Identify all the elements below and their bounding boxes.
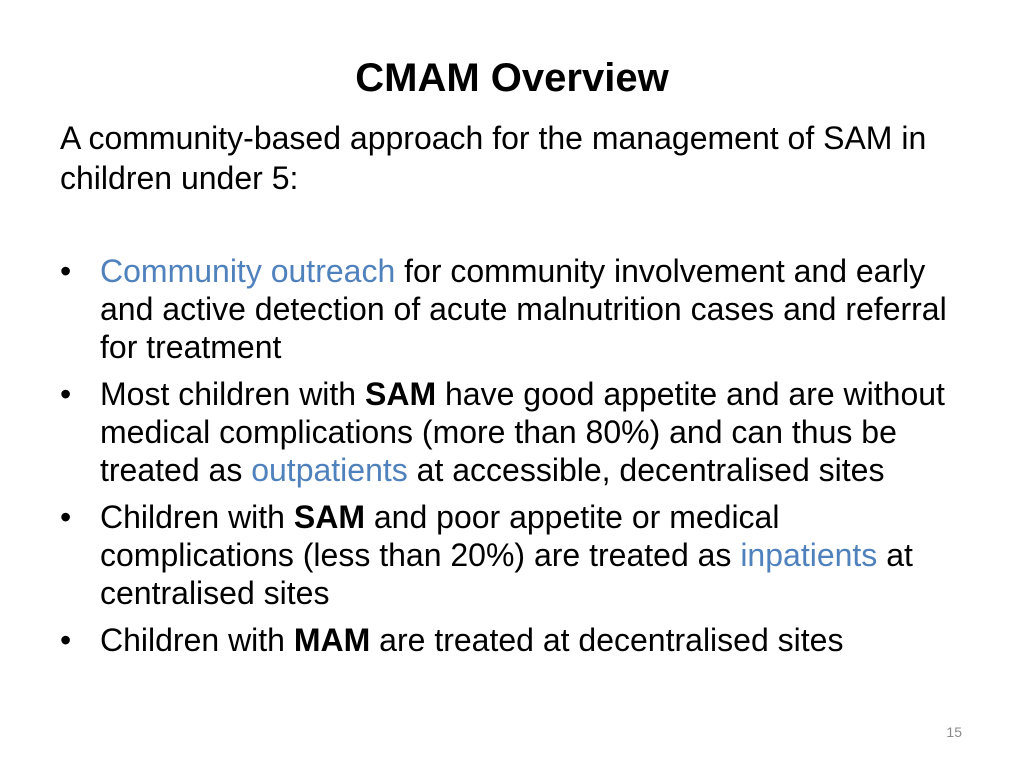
bullet-text: at accessible, decentralised sites bbox=[407, 452, 885, 488]
bullet-icon: • bbox=[60, 253, 72, 289]
bullet-text: Children with bbox=[100, 499, 294, 535]
bold-term-sam: SAM bbox=[364, 376, 437, 412]
bullet-list bbox=[60, 252, 970, 668]
highlight-community-outreach: Community outreach bbox=[100, 253, 396, 289]
bullet-item-inpatients bbox=[60, 498, 970, 612]
highlight-outpatients: outpatients bbox=[251, 452, 408, 488]
bullet-icon: • bbox=[60, 499, 72, 535]
bullet-text: for community involvement and early and active detection of acute malnutrition cases and referral for treatment bbox=[100, 253, 947, 365]
bullet-text: Children with bbox=[100, 622, 294, 658]
page-number: 15 bbox=[946, 724, 962, 740]
highlight-inpatients: inpatients bbox=[740, 537, 878, 573]
bullet-text: at centralised sites bbox=[100, 537, 913, 611]
bullet-item-mam bbox=[60, 621, 970, 659]
bullet-text: and poor appetite or medical complications (less than 20%) are treated as bbox=[100, 499, 780, 573]
bullet-icon: • bbox=[60, 376, 72, 412]
bullet-text: are treated at decentralised sites bbox=[370, 622, 844, 658]
bold-term-mam: MAM bbox=[293, 622, 371, 658]
bullet-icon: • bbox=[60, 622, 72, 658]
bullet-item-community-outreach bbox=[60, 252, 970, 366]
bullet-text: Most children with bbox=[100, 376, 365, 412]
slide-title: CMAM Overview bbox=[355, 56, 669, 100]
bullet-text: have good appetite and are without medical complications (more than 80%) and can thus be treated as bbox=[100, 376, 945, 488]
slide-intro: A community-based approach for the management of SAM in children under 5: bbox=[60, 120, 927, 196]
bold-term-sam: SAM bbox=[293, 499, 365, 535]
bullet-item-outpatients bbox=[60, 375, 970, 489]
